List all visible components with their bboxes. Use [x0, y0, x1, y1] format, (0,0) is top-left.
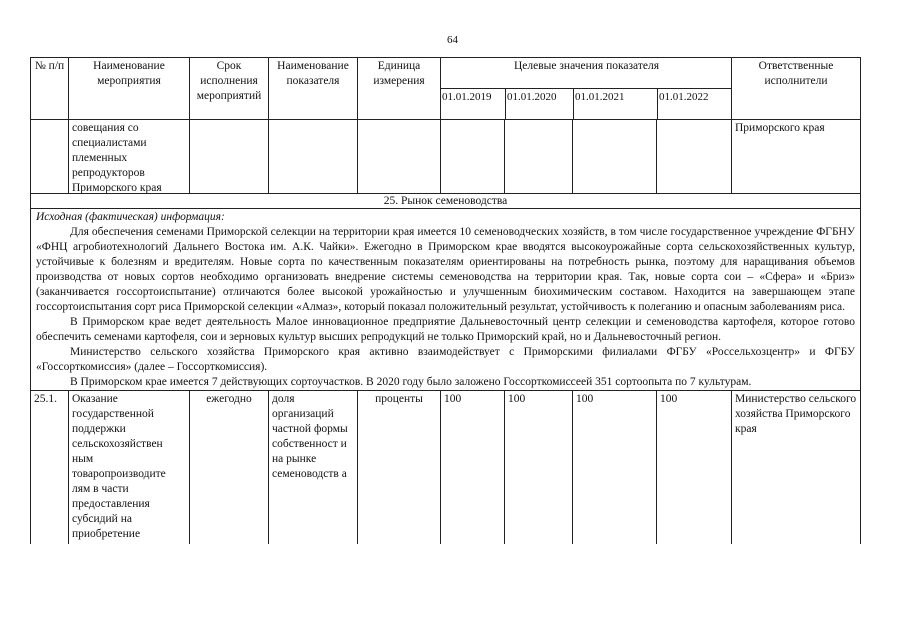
cell-term: [189, 119, 268, 193]
measures-table: [30, 57, 861, 544]
cell-event: Оказание государственной поддержки сельскохозяйствен ным товаропроизводите лям в части предоставления субсидий на приобретение: [68, 390, 189, 544]
cell-value-2022: 100: [656, 390, 731, 544]
cell-responsible: Министерство сельского хозяйства Приморского края: [731, 390, 861, 544]
cell-num: 25.1.: [30, 390, 68, 544]
info-label: Исходная (фактическая) информация:: [36, 211, 225, 223]
header-target: Целевые значения показателя: [513, 60, 660, 72]
header-target-group: [440, 57, 731, 120]
section-title: 25. Рынок семеноводства: [30, 193, 861, 208]
initial-info-block: [30, 208, 861, 390]
cell-responsible: Приморского края: [731, 119, 861, 193]
cell-unit: [357, 119, 440, 193]
info-paragraph: В Приморском крае ведет деятельность Малое инновационное предприятие Дальневосточный центр селекции и семеноводства картофеля, которое готово обеспечить семенами картофеля, сои и зерновых культур высших репродукций не только Приморский край, но и Дальневосточный регион.: [36, 316, 855, 343]
cell-num: [30, 119, 68, 193]
header-event: Наименование мероприятия: [68, 57, 189, 119]
header-year-2022: 01.01.2022: [657, 88, 732, 120]
info-paragraph: Для обеспечения семенами Приморской селекции на территории края имеется 10 семеноводческих хозяйств, в том числе государственное учреждение ФГБНУ «ФНЦ агробиотехнологий Дальнего Востока им. А.К. Чайки». Ежегодно в Приморском крае вводятся высокоурожайные сорта сельскохозяйственных культур, устойчивые к болезням и вредителям. Новые сорта по качественным показателям ориентированы на потребность рынка, поэтому для наращивания объемов производства от новых сортов необходимо организовать внедрение системы семеноводства на территории края. Так, новые сорта сои – «Сфера» и «Бриз» (заканчивается госсортоиспытание) отличаются более высокой урожайностью и улучшенным биохимическим составом. Находится на завершающем этапе госсортоиспытания сорт риса Приморской селекции «Алмаз», который показал положительный результат, устойчивость к полеганию и опасным заболеваниям риса.: [36, 226, 855, 313]
header-year-2021: 01.01.2021: [573, 88, 657, 120]
cell-indicator: доля организаций частной формы собственност и на рынке семеноводств а: [268, 390, 357, 544]
info-paragraph: В Приморском крае имеется 7 действующих сортоучастков. В 2020 году было заложено Госсорткомиссеей 351 сортоопыта по 7 культурам.: [70, 376, 752, 388]
table-header-row: [30, 57, 861, 119]
info-paragraph: Министерство сельского хозяйства Приморского края активно взаимодействует с Приморскими филиалами ФГБУ «Россельхозцентр» и ФГБУ «Госсорткомиссия» (далее – Госсорткомиссия).: [36, 346, 855, 373]
cell-value-2019: 100: [440, 390, 504, 544]
cell-event: совещания со специалистами племенных репродукторов Приморского края: [68, 119, 189, 193]
table-row-continuation: [30, 119, 861, 193]
header-year-2020: 01.01.2020: [505, 88, 573, 120]
page-number: 64: [447, 34, 458, 46]
header-unit: Единица измерения: [357, 57, 440, 119]
header-indicator: Наименование показателя: [268, 57, 357, 119]
cell-value-2022: [656, 119, 731, 193]
cell-value-2019: [440, 119, 504, 193]
cell-value-2020: [504, 119, 572, 193]
header-term: Срок исполнения мероприятий: [189, 57, 268, 119]
cell-term: ежегодно: [189, 390, 268, 544]
header-responsible: Ответственные исполнители: [731, 57, 861, 119]
cell-value-2020: 100: [504, 390, 572, 544]
cell-value-2021: 100: [572, 390, 656, 544]
table-row-25-1: [30, 390, 861, 544]
cell-value-2021: [572, 119, 656, 193]
cell-unit: проценты: [357, 390, 440, 544]
cell-indicator: [268, 119, 357, 193]
header-num: № п/п: [30, 57, 68, 119]
header-year-2019: 01.01.2019: [441, 88, 505, 120]
